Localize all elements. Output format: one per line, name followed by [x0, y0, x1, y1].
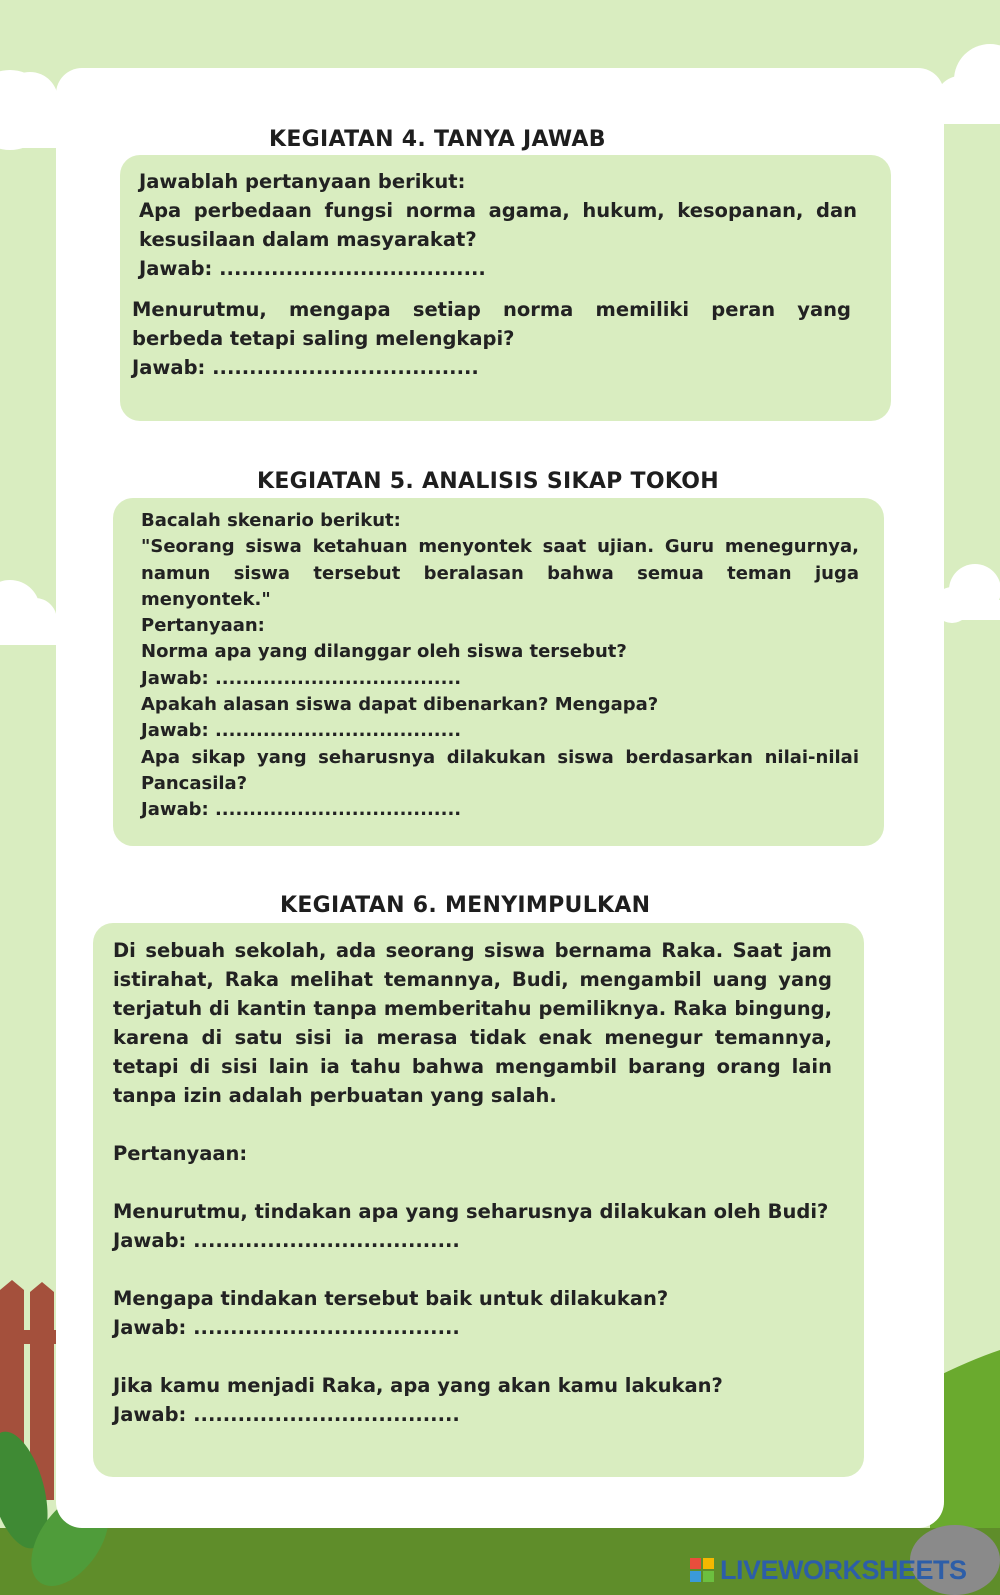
- section5-intro: Bacalah skenario berikut:: [141, 510, 401, 531]
- section5-answer-2[interactable]: Jawab: ....................................: [141, 720, 462, 742]
- section5-question-3: Apa sikap yang seharusnya dilakukan siswa berdasarkan nilai-nilai Pancasila?: [141, 746, 859, 794]
- section4-text-2: [132, 295, 851, 382]
- liveworksheets-logo[interactable]: [690, 1553, 967, 1587]
- section6-questions-label: Pertanyaan:: [113, 1142, 248, 1165]
- section6-question-3: Jika kamu menjadi Raka, apa yang akan kamu lakukan?: [113, 1374, 723, 1397]
- section5-answer-1[interactable]: Jawab: ....................................: [141, 667, 462, 689]
- section4-answer-2[interactable]: Jawab: ....................................: [132, 356, 479, 379]
- section5-text: [141, 508, 859, 824]
- section6-answer-3[interactable]: Jawab: ....................................: [113, 1403, 460, 1426]
- section5-questions-label: Pertanyaan:: [141, 615, 265, 637]
- section4-title: KEGIATAN 4. TANYA JAWAB: [269, 127, 606, 152]
- cloud-left-top: [0, 70, 60, 150]
- section6-question-1: Menurutmu, tindakan apa yang seharusnya dilakukan oleh Budi?: [113, 1200, 829, 1223]
- section6-question-2: Mengapa tindakan tersebut baik untuk dilakukan?: [113, 1287, 669, 1310]
- liveworksheets-logo-icon: [690, 1558, 714, 1582]
- section5-question-2: Apakah alasan siswa dapat dibenarkan? Mengapa?: [141, 694, 659, 716]
- section6-text: [113, 936, 832, 1429]
- section6-answer-1[interactable]: Jawab: ....................................: [113, 1229, 460, 1252]
- section6-answer-2[interactable]: Jawab: ....................................: [113, 1316, 460, 1339]
- section4-question-2: Menurutmu, mengapa setiap norma memiliki peran yang berbeda tetapi saling melengkapi?: [132, 298, 851, 350]
- section6-story: Di sebuah sekolah, ada seorang siswa bernama Raka. Saat jam istirahat, Raka melihat temannya, Budi, mengambil uang yang terjatuh di kantin tanpa memberitahu pemiliknya. Raka bingung, karena di satu sisi ia merasa tidak enak menegur temannya, tetapi di sisi lain ia tahu bahwa mengambil barang orang lain tanpa izin adalah perbuatan yang salah.: [113, 939, 832, 1107]
- section4-text: [139, 167, 857, 283]
- section5-question-1: Norma apa yang dilanggar oleh siswa tersebut?: [141, 641, 627, 663]
- section5-answer-3[interactable]: Jawab: ....................................: [141, 799, 462, 821]
- section4-answer-1[interactable]: Jawab: ....................................: [139, 257, 486, 280]
- liveworksheets-text: LIVEWORKSHEETS: [720, 1554, 967, 1585]
- section4-intro: Jawablah pertanyaan berikut:: [139, 170, 466, 193]
- section6-title: KEGIATAN 6. MENYIMPULKAN: [280, 893, 651, 918]
- section5-scenario: "Seorang siswa ketahuan menyontek saat ujian. Guru menegurnya, namun siswa tersebut beralasan bahwa semua teman juga menyontek.": [141, 536, 859, 610]
- section4-question-1: Apa perbedaan fungsi norma agama, hukum, kesopanan, dan kesusilaan dalam masyarakat?: [139, 199, 857, 251]
- section5-title: KEGIATAN 5. ANALISIS SIKAP TOKOH: [257, 469, 719, 494]
